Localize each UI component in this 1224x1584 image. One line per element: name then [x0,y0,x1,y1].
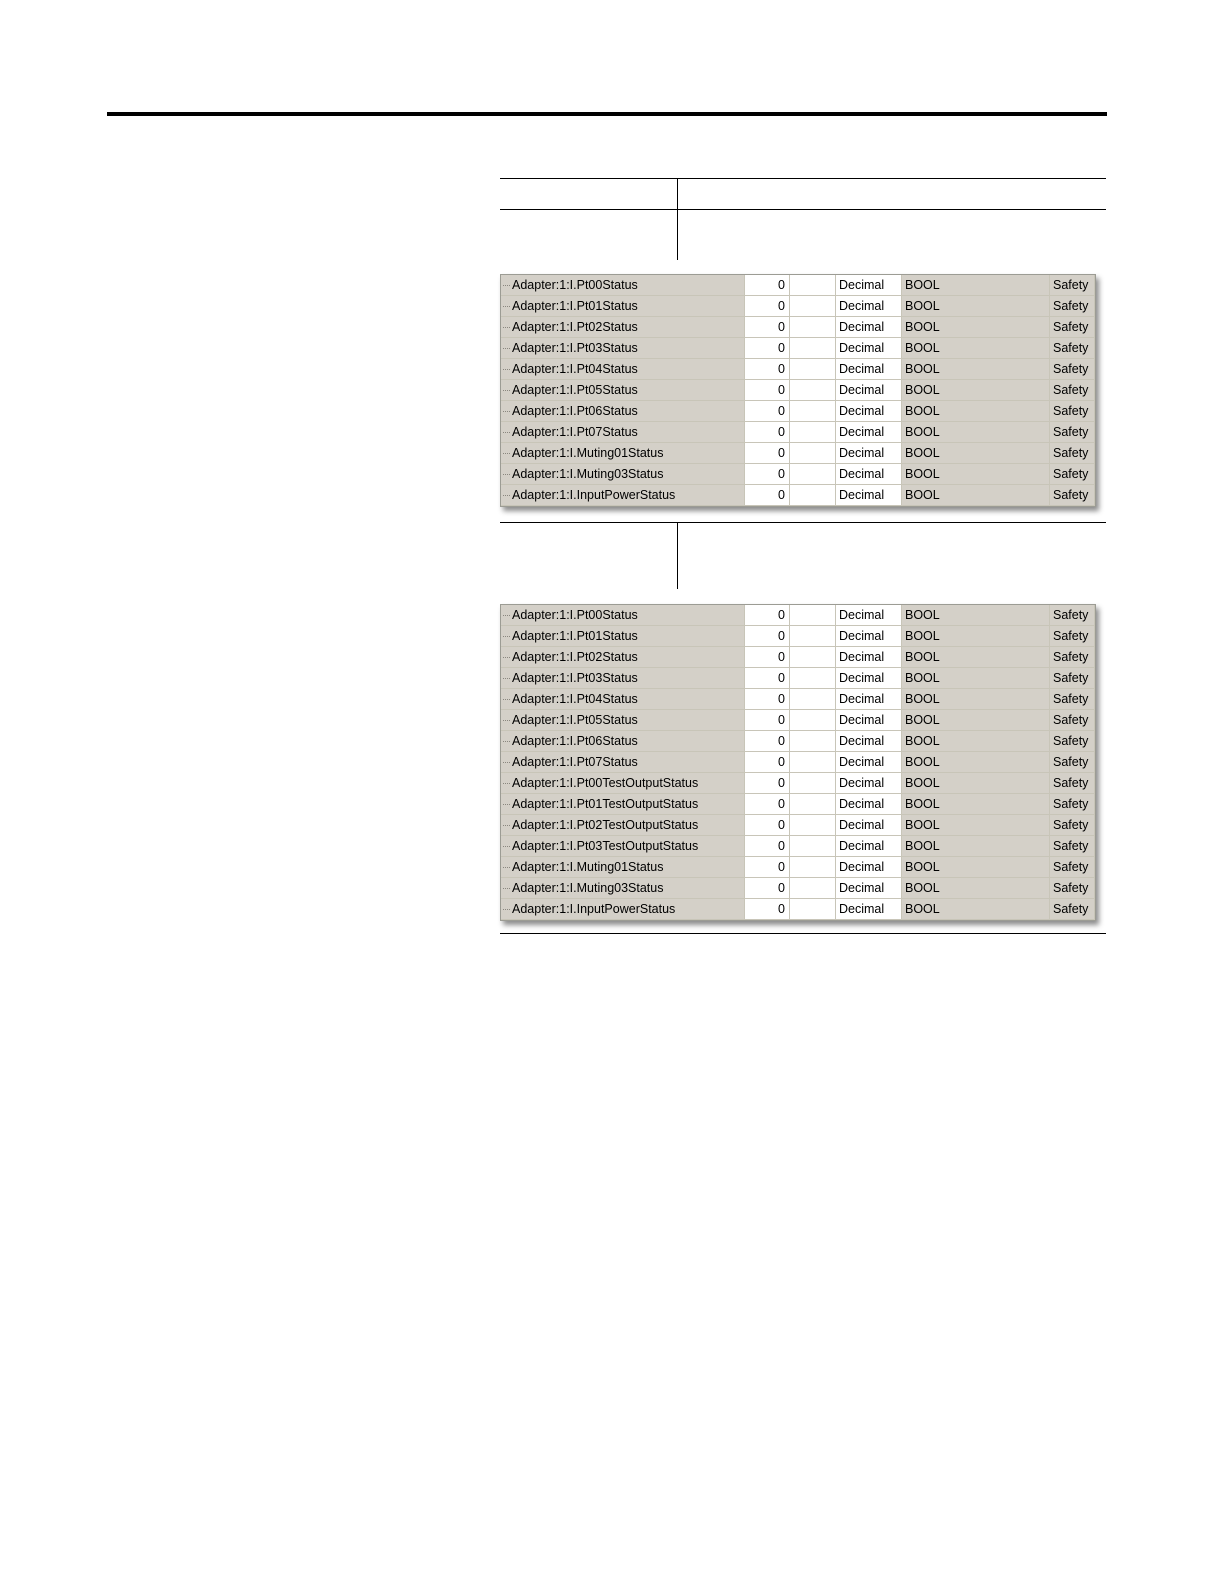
force-mask-cell[interactable] [790,317,836,338]
tag-value-cell[interactable]: 0 [745,878,790,899]
tag-grid-screenshot-1 [500,274,1096,507]
tag-data-type-cell: BOOL [902,836,1050,857]
tag-style-cell[interactable]: Decimal [836,668,902,689]
tag-data-type-cell: BOOL [902,689,1050,710]
tag-data-type-cell: BOOL [902,668,1050,689]
tag-class-cell: Safety [1050,605,1095,626]
grid-row[interactable] [501,689,1095,710]
grid-row[interactable] [501,443,1095,464]
force-mask-cell[interactable] [790,815,836,836]
tag-value-cell[interactable]: 0 [745,605,790,626]
table-header-rule [500,209,1106,210]
tag-value-cell[interactable]: 0 [745,338,790,359]
tag-name-cell: Adapter:1:I.Pt01Status [501,296,745,317]
tag-value-cell[interactable]: 0 [745,275,790,296]
tag-class-cell: Safety [1050,317,1095,338]
tag-name-cell: Adapter:1:I.InputPowerStatus [501,485,745,506]
grid-row[interactable] [501,836,1095,857]
tag-value-cell[interactable]: 0 [745,296,790,317]
tag-value-cell[interactable]: 0 [745,317,790,338]
tag-class-cell: Safety [1050,296,1095,317]
tag-data-type-cell: BOOL [902,296,1050,317]
tag-style-cell[interactable]: Decimal [836,731,902,752]
tag-class-cell: Safety [1050,773,1095,794]
force-mask-cell[interactable] [790,275,836,296]
tag-style-cell[interactable]: Decimal [836,338,902,359]
tag-name-cell: Adapter:1:I.Pt03TestOutputStatus [501,836,745,857]
force-mask-cell[interactable] [790,731,836,752]
grid-row[interactable] [501,485,1095,506]
tag-data-type-cell: BOOL [902,731,1050,752]
tag-value-cell[interactable]: 0 [745,485,790,506]
force-mask-cell[interactable] [790,794,836,815]
tag-name-cell: Adapter:1:I.Pt00Status [501,275,745,296]
force-mask-cell[interactable] [790,836,836,857]
tag-class-cell: Safety [1050,689,1095,710]
tag-class-cell: Safety [1050,401,1095,422]
tag-name-cell: Adapter:1:I.Pt02TestOutputStatus [501,815,745,836]
tag-name-cell: Adapter:1:I.Pt03Status [501,338,745,359]
tag-name-cell: Adapter:1:I.Pt07Status [501,422,745,443]
tag-style-cell[interactable]: Decimal [836,626,902,647]
tag-value-cell[interactable]: 0 [745,899,790,920]
tag-style-cell[interactable]: Decimal [836,689,902,710]
tag-style-cell[interactable]: Decimal [836,752,902,773]
row-separator-rule [500,522,1106,523]
tag-name-cell: Adapter:1:I.Pt06Status [501,401,745,422]
tag-style-cell[interactable]: Decimal [836,857,902,878]
tag-data-type-cell: BOOL [902,794,1050,815]
tag-style-cell[interactable]: Decimal [836,605,902,626]
grid-row[interactable] [501,296,1095,317]
tag-value-cell[interactable]: 0 [745,359,790,380]
force-mask-cell[interactable] [790,773,836,794]
tag-style-cell[interactable]: Decimal [836,380,902,401]
table-top-rule [500,178,1106,179]
grid-row[interactable] [501,731,1095,752]
force-mask-cell[interactable] [790,647,836,668]
tag-style-cell[interactable]: Decimal [836,773,902,794]
tag-class-cell: Safety [1050,836,1095,857]
tag-style-cell[interactable]: Decimal [836,794,902,815]
tag-class-cell: Safety [1050,359,1095,380]
tag-style-cell[interactable]: Decimal [836,485,902,506]
force-mask-cell[interactable] [790,401,836,422]
tag-style-cell[interactable]: Decimal [836,878,902,899]
tag-value-cell[interactable]: 0 [745,815,790,836]
tag-data-type-cell: BOOL [902,275,1050,296]
tag-value-cell[interactable]: 0 [745,689,790,710]
tag-name-cell: Adapter:1:I.Pt00TestOutputStatus [501,773,745,794]
tag-style-cell[interactable]: Decimal [836,464,902,485]
tag-data-type-cell: BOOL [902,899,1050,920]
grid-row[interactable] [501,401,1095,422]
tag-value-cell[interactable]: 0 [745,794,790,815]
tag-style-cell[interactable]: Decimal [836,710,902,731]
force-mask-cell[interactable] [790,464,836,485]
grid-row[interactable] [501,359,1095,380]
grid-row[interactable] [501,794,1095,815]
tag-class-cell: Safety [1050,485,1095,506]
tag-data-type-cell: BOOL [902,338,1050,359]
tag-value-cell[interactable]: 0 [745,668,790,689]
tag-value-cell[interactable]: 0 [745,380,790,401]
tag-class-cell: Safety [1050,275,1095,296]
grid-row[interactable] [501,815,1095,836]
tag-data-type-cell: BOOL [902,857,1050,878]
tag-class-cell: Safety [1050,422,1095,443]
tag-value-cell[interactable]: 0 [745,422,790,443]
grid-row[interactable] [501,710,1095,731]
tag-style-cell[interactable]: Decimal [836,422,902,443]
tag-class-cell: Safety [1050,443,1095,464]
tag-class-cell: Safety [1050,626,1095,647]
tag-data-type-cell: BOOL [902,710,1050,731]
force-mask-cell[interactable] [790,422,836,443]
force-mask-cell[interactable] [790,380,836,401]
tag-name-cell: Adapter:1:I.Pt05Status [501,380,745,401]
tag-style-cell[interactable]: Decimal [836,296,902,317]
force-mask-cell[interactable] [790,752,836,773]
tag-name-cell: Adapter:1:I.Pt04Status [501,689,745,710]
tag-class-cell: Safety [1050,710,1095,731]
tag-class-cell: Safety [1050,647,1095,668]
tag-style-cell[interactable]: Decimal [836,275,902,296]
tag-name-cell: Adapter:1:I.Pt06Status [501,731,745,752]
force-mask-cell[interactable] [790,857,836,878]
tag-value-cell[interactable]: 0 [745,626,790,647]
tag-data-type-cell: BOOL [902,626,1050,647]
tag-value-cell[interactable]: 0 [745,773,790,794]
tag-value-cell[interactable]: 0 [745,647,790,668]
grid-row[interactable] [501,380,1095,401]
tag-class-cell: Safety [1050,899,1095,920]
tag-class-cell: Safety [1050,668,1095,689]
row2-column-divider [677,523,678,589]
tag-value-cell[interactable]: 0 [745,731,790,752]
tag-style-cell[interactable]: Decimal [836,815,902,836]
tag-name-cell: Adapter:1:I.Pt05Status [501,710,745,731]
tag-data-type-cell: BOOL [902,422,1050,443]
grid-row[interactable] [501,422,1095,443]
tag-style-cell[interactable]: Decimal [836,401,902,422]
tag-data-type-cell: BOOL [902,317,1050,338]
force-mask-cell[interactable] [790,668,836,689]
tag-name-cell: Adapter:1:I.Pt04Status [501,359,745,380]
tag-name-cell: Adapter:1:I.Muting03Status [501,464,745,485]
grid-row[interactable] [501,878,1095,899]
tag-value-cell[interactable]: 0 [745,464,790,485]
tag-data-type-cell: BOOL [902,401,1050,422]
tag-class-cell: Safety [1050,464,1095,485]
tag-style-cell[interactable]: Decimal [836,443,902,464]
tag-data-type-cell: BOOL [902,464,1050,485]
grid-row[interactable] [501,338,1095,359]
tag-data-type-cell: BOOL [902,443,1050,464]
tag-data-type-cell: BOOL [902,359,1050,380]
force-mask-cell[interactable] [790,359,836,380]
grid-row[interactable] [501,899,1095,920]
tag-value-cell[interactable]: 0 [745,710,790,731]
tag-name-cell: Adapter:1:I.Pt07Status [501,752,745,773]
grid-row[interactable] [501,773,1095,794]
force-mask-cell[interactable] [790,689,836,710]
tag-value-cell[interactable]: 0 [745,752,790,773]
force-mask-cell[interactable] [790,899,836,920]
force-mask-cell[interactable] [790,443,836,464]
tag-style-cell[interactable]: Decimal [836,359,902,380]
tag-name-cell: Adapter:1:I.Pt02Status [501,647,745,668]
tag-grid-screenshot-2 [500,604,1096,921]
tag-name-cell: Adapter:1:I.Pt00Status [501,605,745,626]
grid-row[interactable] [501,668,1095,689]
grid-row[interactable] [501,626,1095,647]
tag-name-cell: Adapter:1:I.Muting01Status [501,443,745,464]
tag-data-type-cell: BOOL [902,773,1050,794]
tag-data-type-cell: BOOL [902,380,1050,401]
tag-name-cell: Adapter:1:I.Muting01Status [501,857,745,878]
tag-name-cell: Adapter:1:I.Pt01TestOutputStatus [501,794,745,815]
tag-name-cell: Adapter:1:I.Pt03Status [501,668,745,689]
tag-value-cell[interactable]: 0 [745,836,790,857]
tag-value-cell[interactable]: 0 [745,401,790,422]
grid-row[interactable] [501,275,1095,296]
row1-column-divider [677,210,678,260]
tag-name-cell: Adapter:1:I.Muting03Status [501,878,745,899]
tag-class-cell: Safety [1050,338,1095,359]
tag-class-cell: Safety [1050,857,1095,878]
tag-class-cell: Safety [1050,731,1095,752]
grid-row[interactable] [501,317,1095,338]
header-rule [107,112,1107,116]
force-mask-cell[interactable] [790,710,836,731]
tag-class-cell: Safety [1050,380,1095,401]
tag-name-cell: Adapter:1:I.InputPowerStatus [501,899,745,920]
tag-style-cell[interactable]: Decimal [836,899,902,920]
tag-data-type-cell: BOOL [902,485,1050,506]
tag-data-type-cell: BOOL [902,605,1050,626]
force-mask-cell[interactable] [790,338,836,359]
force-mask-cell[interactable] [790,626,836,647]
force-mask-cell[interactable] [790,605,836,626]
tag-name-cell: Adapter:1:I.Pt02Status [501,317,745,338]
tag-value-cell[interactable]: 0 [745,857,790,878]
grid-row[interactable] [501,857,1095,878]
tag-style-cell[interactable]: Decimal [836,647,902,668]
table-bottom-rule [500,933,1106,934]
tag-class-cell: Safety [1050,815,1095,836]
force-mask-cell[interactable] [790,296,836,317]
tag-name-cell: Adapter:1:I.Pt01Status [501,626,745,647]
tag-class-cell: Safety [1050,794,1095,815]
grid-row[interactable] [501,464,1095,485]
tag-style-cell[interactable]: Decimal [836,317,902,338]
tag-data-type-cell: BOOL [902,878,1050,899]
tag-data-type-cell: BOOL [902,815,1050,836]
tag-data-type-cell: BOOL [902,647,1050,668]
grid-row[interactable] [501,752,1095,773]
tag-class-cell: Safety [1050,752,1095,773]
header-column-divider [677,179,678,210]
grid-row[interactable] [501,647,1095,668]
tag-data-type-cell: BOOL [902,752,1050,773]
tag-style-cell[interactable]: Decimal [836,836,902,857]
force-mask-cell[interactable] [790,878,836,899]
force-mask-cell[interactable] [790,485,836,506]
tag-class-cell: Safety [1050,878,1095,899]
grid-row[interactable] [501,605,1095,626]
tag-value-cell[interactable]: 0 [745,443,790,464]
